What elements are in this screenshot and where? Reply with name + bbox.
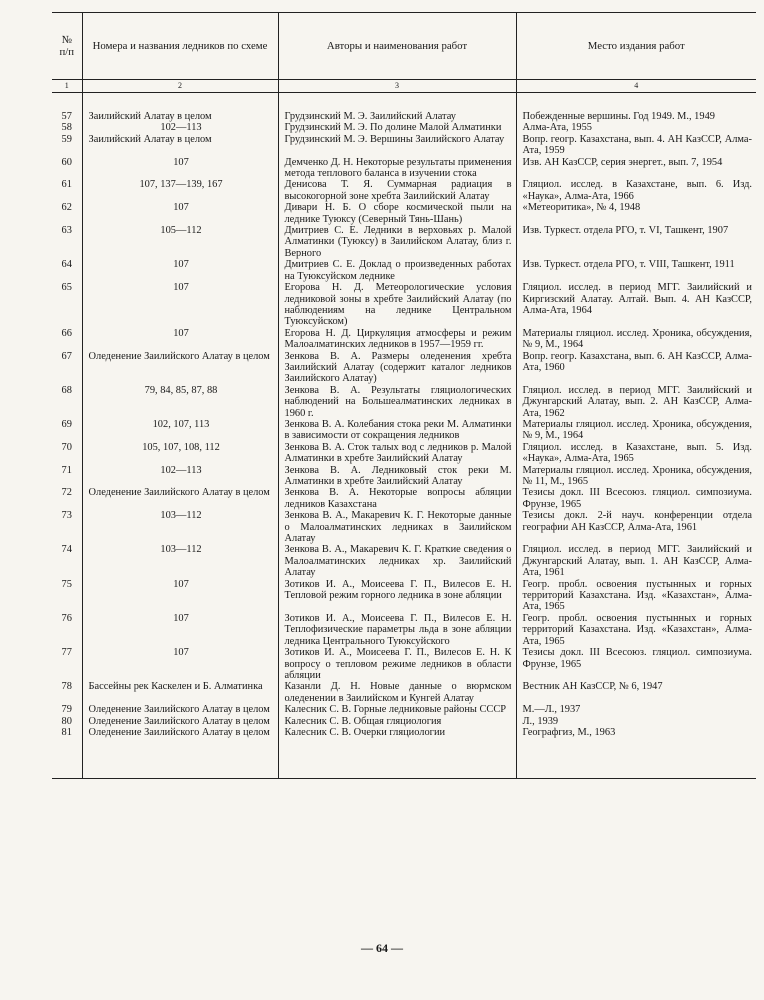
table-row	[52, 487, 756, 510]
publication-place: Тезисы докл. III Всесоюз. гляциол. симпозиума. Фрунзе, 1965	[516, 647, 756, 681]
glacier-names: 107	[82, 259, 278, 282]
table-row	[52, 157, 756, 180]
table-row	[52, 385, 756, 419]
table-header-row	[52, 13, 756, 80]
entry-number: 67	[61, 350, 72, 362]
table-row	[52, 442, 756, 465]
publication-place: Изв. АН КазССР, серия энергет., вып. 7, 1954	[516, 157, 756, 180]
glacier-names: 105—112	[82, 225, 278, 259]
publication-place: Тезисы докл. III Всесоюз. гляциол. симпозиума. Фрунзе, 1965	[516, 487, 756, 510]
header-publication-place: Место издания работ	[516, 13, 756, 80]
column-number-row	[52, 80, 756, 93]
table-row	[52, 282, 756, 328]
entry-number: 71	[61, 464, 72, 476]
work-citation: Зенкова В. А. Размеры оледенения хребта Заилийский Алатау (содержит каталог ледников Заилийского Алатау)	[278, 351, 516, 385]
work-citation: Зенкова В. А. Сток талых вод с ледников р. Малой Алматинки в хребте Заилийский Алатау	[278, 442, 516, 465]
entry-number: 76	[61, 612, 72, 624]
work-citation: Зотиков И. А., Моисеева Г. П., Вилесов Е. Н. Теплофизические параметры льда в зоне абляции ледника Центрального Туюксуйского	[278, 613, 516, 647]
entry-number: 68	[61, 384, 72, 396]
work-citation: Зенкова В. А. Некоторые вопросы абляции ледников Казахстана	[278, 487, 516, 510]
glacier-names: 107	[82, 579, 278, 613]
table-row	[52, 613, 756, 647]
entry-number: 60	[61, 156, 72, 168]
work-citation: Зотиков И. А., Моисеева Г. П., Вилесов Е. Н. Тепловой режим горного ледника в зоне абляции	[278, 579, 516, 613]
entry-number: 79	[61, 704, 72, 716]
page-number: — 64 —	[361, 941, 403, 955]
table-row	[52, 704, 756, 715]
publication-place: Географгиз, М., 1963	[516, 727, 756, 738]
table-row	[52, 419, 756, 442]
entry-number: 72	[61, 487, 72, 499]
publication-place: Гляциол. исслед. в период МГГ. Заилийский и Киргизский Алатау. Алтай. Вып. 4. АН КазССР, Алма-Ата, 1964	[516, 282, 756, 328]
table-row	[52, 328, 756, 351]
publication-place: Гляциол. исслед. в период МГГ. Заилийский и Джунгарский Алатау, вып. 1. АН КазССР, Алма-Ата, 1961	[516, 544, 756, 578]
entry-number: 57	[61, 111, 72, 122]
entry-number: 58	[61, 122, 72, 134]
glacier-names: 107, 137—139, 167	[82, 179, 278, 202]
work-citation: Зенкова В. А. Колебания стока реки М. Алматинки в зависимости от сокращения ледников	[278, 419, 516, 442]
publication-place: «Метеоритика», № 4, 1948	[516, 202, 756, 225]
glacier-names: Бассейны рек Каскелен и Б. Алматинка	[82, 681, 278, 704]
table-tail	[52, 738, 756, 779]
entry-number: 80	[61, 715, 72, 727]
work-citation: Грудзинский М. Э. Заилийский Алатау	[278, 111, 516, 122]
work-citation: Егорова Н. Д. Метеорологические условия ледниковой зоны в хребте Заилийский Алатау (по наблюдениям на леднике Центральном Туюксуйском)	[278, 282, 516, 328]
entry-number: 63	[61, 225, 72, 237]
table-row	[52, 259, 756, 282]
header-number: № п/п	[52, 13, 82, 80]
glacier-names: 102—113	[82, 122, 278, 133]
glacier-names: Заилийский Алатау в целом	[82, 134, 278, 157]
table-row	[52, 202, 756, 225]
glacier-names: 102, 107, 113	[82, 419, 278, 442]
publication-place: Вопр. геогр. Казахстана, вып. 6. АН КазССР, Алма-Ата, 1960	[516, 351, 756, 385]
publication-place: Изв. Туркест. отдела РГО, т. VIII, Ташкент, 1911	[516, 259, 756, 282]
entry-number: 64	[61, 259, 72, 271]
glacier-names: 105, 107, 108, 112	[82, 442, 278, 465]
work-citation: Дмитриев С. Е. Доклад о произведенных работах на Туюксуйском леднике	[278, 259, 516, 282]
column-number: 1	[52, 80, 82, 93]
publication-place: Изв. Туркест. отдела РГО, т. VI, Ташкент, 1907	[516, 225, 756, 259]
spacer-row	[52, 93, 756, 112]
header-authors-works: Авторы и наименования работ	[278, 13, 516, 80]
table-row	[52, 134, 756, 157]
entry-number: 81	[61, 726, 72, 738]
publication-place: Побежденные вершины. Год 1949. М., 1949	[516, 111, 756, 122]
publication-place: Алма-Ата, 1955	[516, 122, 756, 133]
glacier-names: 107	[82, 282, 278, 328]
publication-place: Геогр. пробл. освоения пустынных и горных территорий Казахстана. Изд. «Казахстан», Алма-Ата, 1965	[516, 613, 756, 647]
column-number: 4	[516, 80, 756, 93]
work-citation: Грудзинский М. Э. Вершины Заилийского Алатау	[278, 134, 516, 157]
work-citation: Казанли Д. Н. Новые данные о вюрмском оледенении в Заилийском и Кунгей Алатау	[278, 681, 516, 704]
entry-number: 75	[61, 578, 72, 590]
glacier-names: 103—112	[82, 510, 278, 544]
glacier-names: Оледенение Заилийского Алатау в целом	[82, 487, 278, 510]
entry-number: 65	[61, 282, 72, 294]
entry-number: 59	[61, 133, 72, 145]
entry-number: 69	[61, 418, 72, 430]
entry-number: 66	[61, 327, 72, 339]
bibliography-table	[52, 12, 756, 779]
publication-place: Вопр. геогр. Казахстана, вып. 4. АН КазССР, Алма-Ата, 1959	[516, 134, 756, 157]
column-number: 3	[278, 80, 516, 93]
table-body	[52, 111, 756, 738]
work-citation: Зенкова В. А. Ледниковый сток реки М. Алматинки в хребте Заилийский Алатау	[278, 465, 516, 488]
glacier-names: 107	[82, 328, 278, 351]
publication-place: Гляциол. исслед. в Казахстане, вып. 5. Изд. «Наука», Алма-Ата, 1965	[516, 442, 756, 465]
publication-place: Гляциол. исслед. в Казахстане, вып. 6. Изд. «Наука», Алма-Ата, 1966	[516, 179, 756, 202]
table-row	[52, 544, 756, 578]
work-citation: Калесник С. В. Горные ледниковые районы СССР	[278, 704, 516, 715]
glacier-names: 79, 84, 85, 87, 88	[82, 385, 278, 419]
glacier-names: 107	[82, 613, 278, 647]
glacier-names: Оледенение Заилийского Алатау в целом	[82, 727, 278, 738]
glacier-names: 103—112	[82, 544, 278, 578]
glacier-names: 107	[82, 202, 278, 225]
work-citation: Денисова Т. Я. Суммарная радиация в высокогорной зоне хребта Заилийский Алатау	[278, 179, 516, 202]
glacier-names: Оледенение Заилийского Алатау в целом	[82, 704, 278, 715]
glacier-names: Оледенение Заилийского Алатау в целом	[82, 716, 278, 727]
publication-place: Вестник АН КазССР, № 6, 1947	[516, 681, 756, 704]
table-row	[52, 510, 756, 544]
glacier-names: 102—113	[82, 465, 278, 488]
table-row	[52, 681, 756, 704]
publication-place: Материалы гляциол. исслед. Хроника, обсуждения, № 11, М., 1965	[516, 465, 756, 488]
table-row	[52, 111, 756, 122]
entry-number: 78	[61, 681, 72, 693]
glacier-names: 107	[82, 647, 278, 681]
work-citation: Зенкова В. А., Макаревич К. Г. Некоторые данные о Малоалматинских ледниках в Заилийском Алатау	[278, 510, 516, 544]
publication-place: Л., 1939	[516, 716, 756, 727]
entry-number: 70	[61, 441, 72, 453]
table-row	[52, 465, 756, 488]
work-citation: Демченко Д. Н. Некоторые результаты применения метода теплового баланса в изучении стока	[278, 157, 516, 180]
bibliography-page	[52, 12, 756, 779]
header-glaciers: Номера и названия ледников по схеме	[82, 13, 278, 80]
table-row	[52, 716, 756, 727]
column-number: 2	[82, 80, 278, 93]
work-citation: Дмитриев С. Е. Ледники в верховьях р. Малой Алматинки (Туюксу) в Заилийском Алатау, близ г. Верного	[278, 225, 516, 259]
work-citation: Зенкова В. А., Макаревич К. Г. Краткие сведения о Малоалматинских ледниках хр. Заилийский Алатау	[278, 544, 516, 578]
table-row	[52, 351, 756, 385]
work-citation: Зенкова В. А. Результаты гляциологических наблюдений на Большеалматинских ледниках в 1960 г.	[278, 385, 516, 419]
work-citation: Егорова Н. Д. Циркуляция атмосферы и режим Малоалматинских ледников в 1957—1959 гг.	[278, 328, 516, 351]
entry-number: 61	[61, 179, 72, 191]
work-citation: Зотиков И. А., Моисеева Г. П., Вилесов Е. Н. К вопросу о тепловом режиме ледников в области абляции	[278, 647, 516, 681]
work-citation: Грудзинский М. Э. По долине Малой Алматинки	[278, 122, 516, 133]
work-citation: Дивари Н. Б. О сборе космической пыли на леднике Туюксу (Северный Тянь-Шань)	[278, 202, 516, 225]
publication-place: Тезисы докл. 2-й науч. конференции отдела географии АН КазССР, Алма-Ата, 1961	[516, 510, 756, 544]
publication-place: Материалы гляциол. исслед. Хроника, обсуждения, № 9, М., 1964	[516, 328, 756, 351]
table-row	[52, 727, 756, 738]
publication-place: Гляциол. исслед. в период МГГ. Заилийский и Джунгарский Алатау, вып. 2. АН КазССР, Алма-Ата, 1962	[516, 385, 756, 419]
publication-place: Геогр. пробл. освоения пустынных и горных территорий Казахстана. Изд. «Казахстан», Алма-Ата, 1965	[516, 579, 756, 613]
entry-number: 74	[61, 544, 72, 556]
entry-number: 62	[61, 202, 72, 214]
publication-place: Материалы гляциол. исслед. Хроника, обсуждения, № 9, М., 1964	[516, 419, 756, 442]
table-row	[52, 225, 756, 259]
publication-place: М.—Л., 1937	[516, 704, 756, 715]
table-row	[52, 122, 756, 133]
glacier-names: 107	[82, 157, 278, 180]
work-citation: Калесник С. В. Общая гляциология	[278, 716, 516, 727]
entry-number: 73	[61, 510, 72, 522]
table-row	[52, 647, 756, 681]
work-citation: Калесник С. В. Очерки гляциологии	[278, 727, 516, 738]
glacier-names: Оледенение Заилийского Алатау в целом	[82, 351, 278, 385]
glacier-names: Заилийский Алатау в целом	[82, 111, 278, 122]
table-row	[52, 179, 756, 202]
table-row	[52, 579, 756, 613]
entry-number: 77	[61, 647, 72, 659]
